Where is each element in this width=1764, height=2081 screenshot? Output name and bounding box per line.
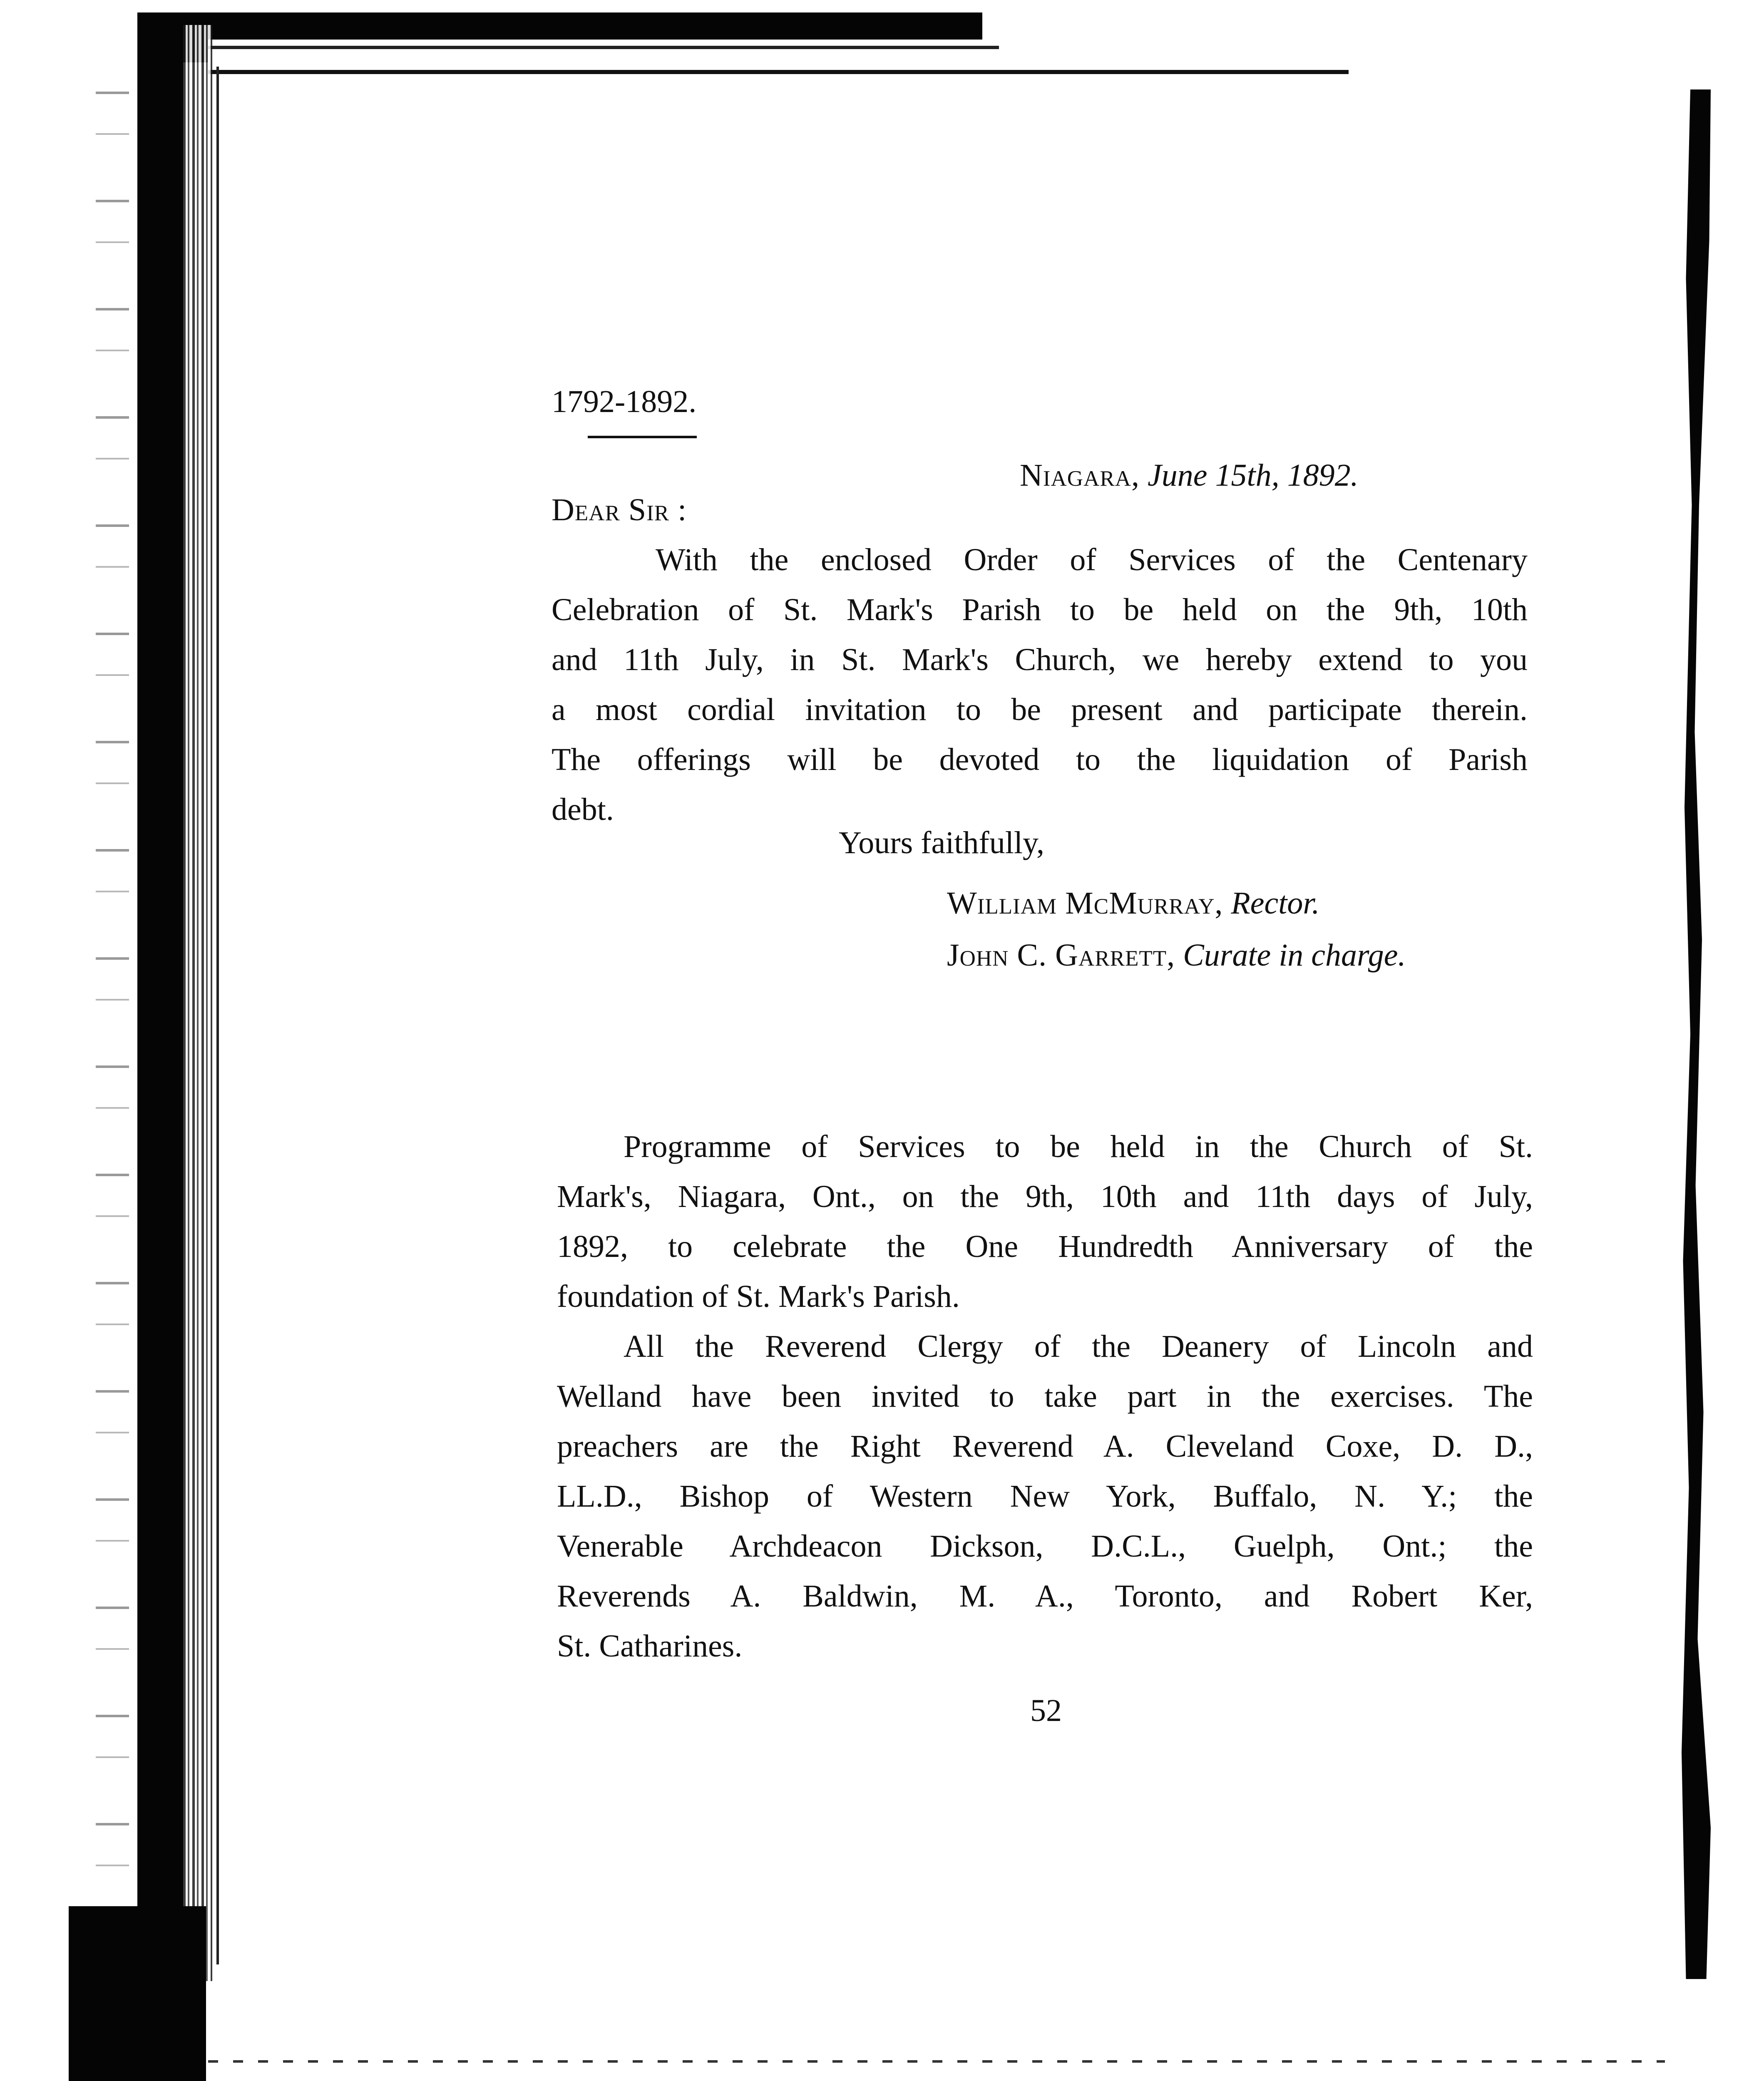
letter-line: a most cordial invitation to be present and participate therein. [552,692,1528,727]
signer-rector [947,878,1320,928]
signer-title: Curate in charge. [1183,938,1406,973]
closing: Yours faithfully, [839,825,1045,860]
clergy-line: Reverends A. Baldwin, M. A., Toronto, and Robert Ker, [557,1579,1533,1614]
signer-curate [947,930,1406,980]
letter-line: debt. [552,792,614,827]
letter-line: The offerings will be devoted to the liquidation of Parish [552,742,1528,777]
letter-line: Celebration of St. Mark's Parish to be held on the 9th, 10th [552,592,1528,627]
salutation: Dear Sir : [552,492,687,527]
scan-top-gap [208,40,986,65]
letter-body [552,535,1528,834]
programme-paragraph [557,1122,1533,1321]
date: June 15th, 1892. [1147,458,1359,493]
clergy-line: St. Catharines. [557,1629,743,1664]
clergy-line: preachers are the Right Reverend A. Cleveland Coxe, D. D., [557,1429,1533,1464]
clergy-line: Venerable Archdeacon Dickson, D.C.L., Guelph, Ont.; the [557,1529,1533,1564]
signer-name: John C. Garrett, [947,938,1175,973]
scan-bottom-edge [208,2060,1665,2063]
scan-top-inner-rule [208,46,999,49]
scan-top-rule [208,70,1349,74]
signer-name: William McMurray, [947,886,1223,921]
page-number: 52 [1030,1693,1062,1728]
clergy-paragraph [557,1321,1533,1671]
clergy-line: All the Reverend Clergy of the Deanery of Lincoln and [624,1329,1533,1364]
scan-right-edge [1682,89,1711,1979]
scan-left-specks [96,62,129,1977]
scan-left-binding-texture [183,25,212,1981]
scan-left-line [216,67,219,1964]
scan-bottom-corner [69,1906,206,2081]
header-years: 1792-1892. [552,384,697,419]
signer-title: Rector. [1231,886,1320,921]
letter-line: and 11th July, in St. Mark's Church, we hereby extend to you [552,642,1528,677]
scan-left-binding [137,12,183,1981]
place-date [1020,450,1359,500]
header-rule [588,436,697,438]
clergy-line: Welland have been invited to take part in the exercises. The [557,1379,1533,1414]
programme-line: 1892, to celebrate the One Hundredth Anniversary of the [557,1229,1533,1264]
programme-line: Programme of Services to be held in the Church of St. [624,1129,1533,1164]
place: Niagara, [1020,458,1140,493]
programme-line: Mark's, Niagara, Ont., on the 9th, 10th and 11th days of July, [557,1179,1533,1214]
programme-line: foundation of St. Mark's Parish. [557,1279,960,1314]
clergy-line: LL.D., Bishop of Western New York, Buffalo, N. Y.; the [557,1479,1533,1514]
letter-line: With the enclosed Order of Services of the Centenary [656,542,1528,577]
